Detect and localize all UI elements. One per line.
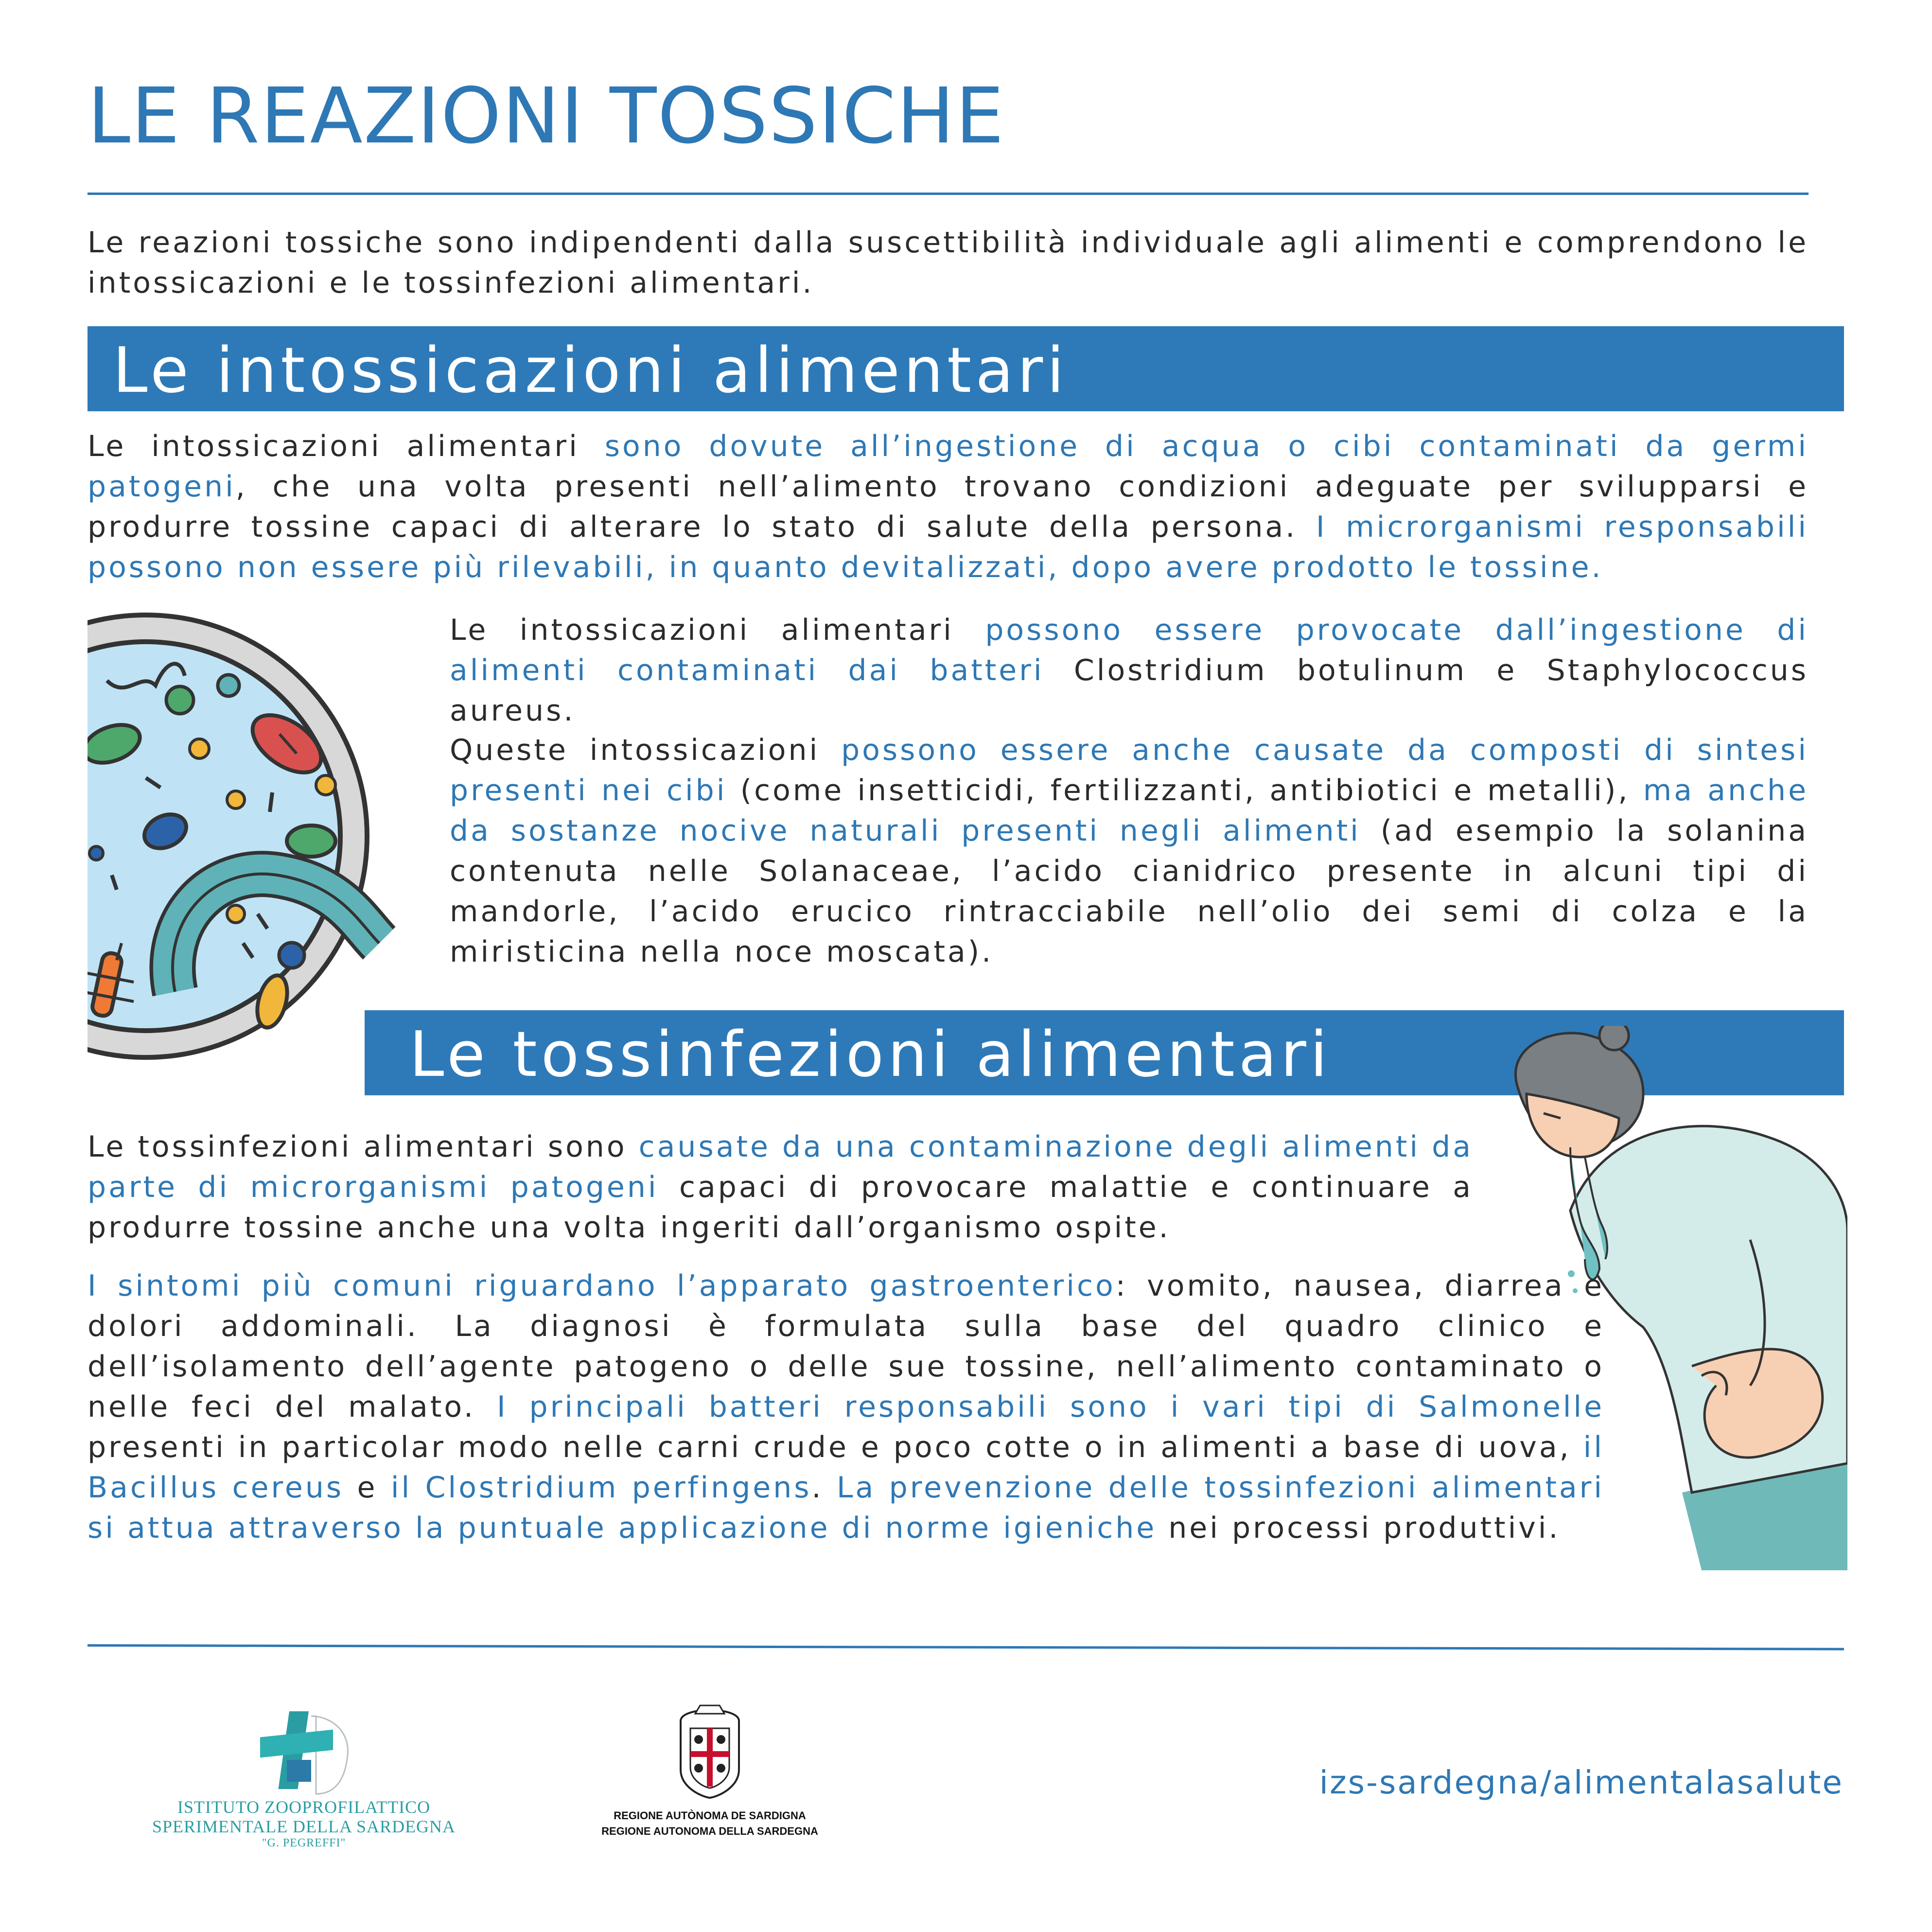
intossicazioni-paragraph-2: Le intossicazioni alimentari possono essere provocate dall’ingestione di alimenti contaminati dai batteri Clostridium botulinum e Staphylococcus aureus.: [450, 613, 1809, 728]
section-heading: Le tossinfezioni alimentari: [409, 1019, 1332, 1091]
izs-name-line-3: "G. PEGREFFI": [262, 1837, 346, 1849]
sardinia-coat-of-arms-icon: [661, 1702, 758, 1799]
section-heading: Le intossicazioni alimentari: [113, 334, 1068, 407]
section-banner-intossicazioni: [88, 326, 1844, 411]
intro-paragraph: Le reazioni tossiche sono indipendenti dalla suscettibilità individuale agli alimenti e comprendono le intossicazioni e le tossinfezioni alimentari.: [88, 226, 1809, 300]
sardinia-region-logo: [583, 1702, 836, 1847]
izs-name-line-2: SPERIMENTALE DELLA SARDEGNA: [152, 1817, 456, 1836]
footer-divider: [88, 1644, 1844, 1651]
izs-logo: [139, 1711, 469, 1849]
intossicazioni-paragraph-3: Queste intossicazioni possono essere anche causate da composti di sintesi presenti nei cibi (come insetticidi, fertilizzanti, antibiotici e metalli), ma anche da sostanze nocive naturali presenti negli alimenti (ad esempio la solanina contenuta nelle Solanaceae, l’acido cianidrico presente in alcuni tipi di mandorle, l’acido erucico rintracciabile nell’olio dei semi di colza e la miristicina nella noce moscata).: [450, 733, 1809, 969]
intossicazioni-paragraph-1: Le intossicazioni alimentari sono dovute all’ingestione di acqua o cibi contaminati da germi patogeni, che una volta presenti nell’alimento trovano condizioni adeguate per svilupparsi e produrre tossine capaci di alterare lo stato di salute della persona. I microrganismi responsabili possono non essere più rilevabili, in quanto devitalizzati, dopo avere prodotto le tossine.: [88, 429, 1809, 584]
page-title: LE REAZIONI TOSSICHE: [88, 71, 1005, 161]
region-name-line-2: REGIONE AUTONOMA DELLA SARDEGNA: [601, 1825, 818, 1837]
website-url: izs-sardegna/alimentalasalute: [1319, 1764, 1844, 1801]
title-divider: [88, 193, 1809, 195]
bacteria-petri-dish-illustration: [88, 603, 418, 1070]
tossinfezioni-paragraph-1: Le tossinfezioni alimentari sono causate da una contaminazione degli alimenti da parte di microrganismi patogeni capaci di provocare malattie e continuare a produrre tossine anche una volta ingeriti dall’organismo ospite.: [88, 1130, 1474, 1245]
region-name-line-1: REGIONE AUTÒNOMA DE SARDIGNA: [614, 1809, 806, 1822]
izs-cross-icon: [253, 1711, 360, 1799]
tossinfezioni-paragraph-2: I sintomi più comuni riguardano l’apparato gastroenterico: vomito, nausea, diarrea e dolori addominali. La diagnosi è formulata sulla base del quadro clinico e dell’isolamento dell’agente patogeno o delle sue tossine, nell’alimento contaminato o nelle feci del malato. I principali batteri responsabili sono i vari tipi di Salmonelle presenti in particolar modo nelle carni crude e poco cotte o in alimenti a base di uova, il Bacillus cereus e il Clostridium perfingens. La prevenzione delle tossinfezioni alimentari si attua attraverso la puntuale applicazione di norme igieniche nei processi produttivi.: [88, 1269, 1605, 1545]
izs-name-line-1: ISTITUTO ZOOPROFILATTICO: [177, 1797, 431, 1817]
petri-dish-icon: [88, 603, 418, 1070]
